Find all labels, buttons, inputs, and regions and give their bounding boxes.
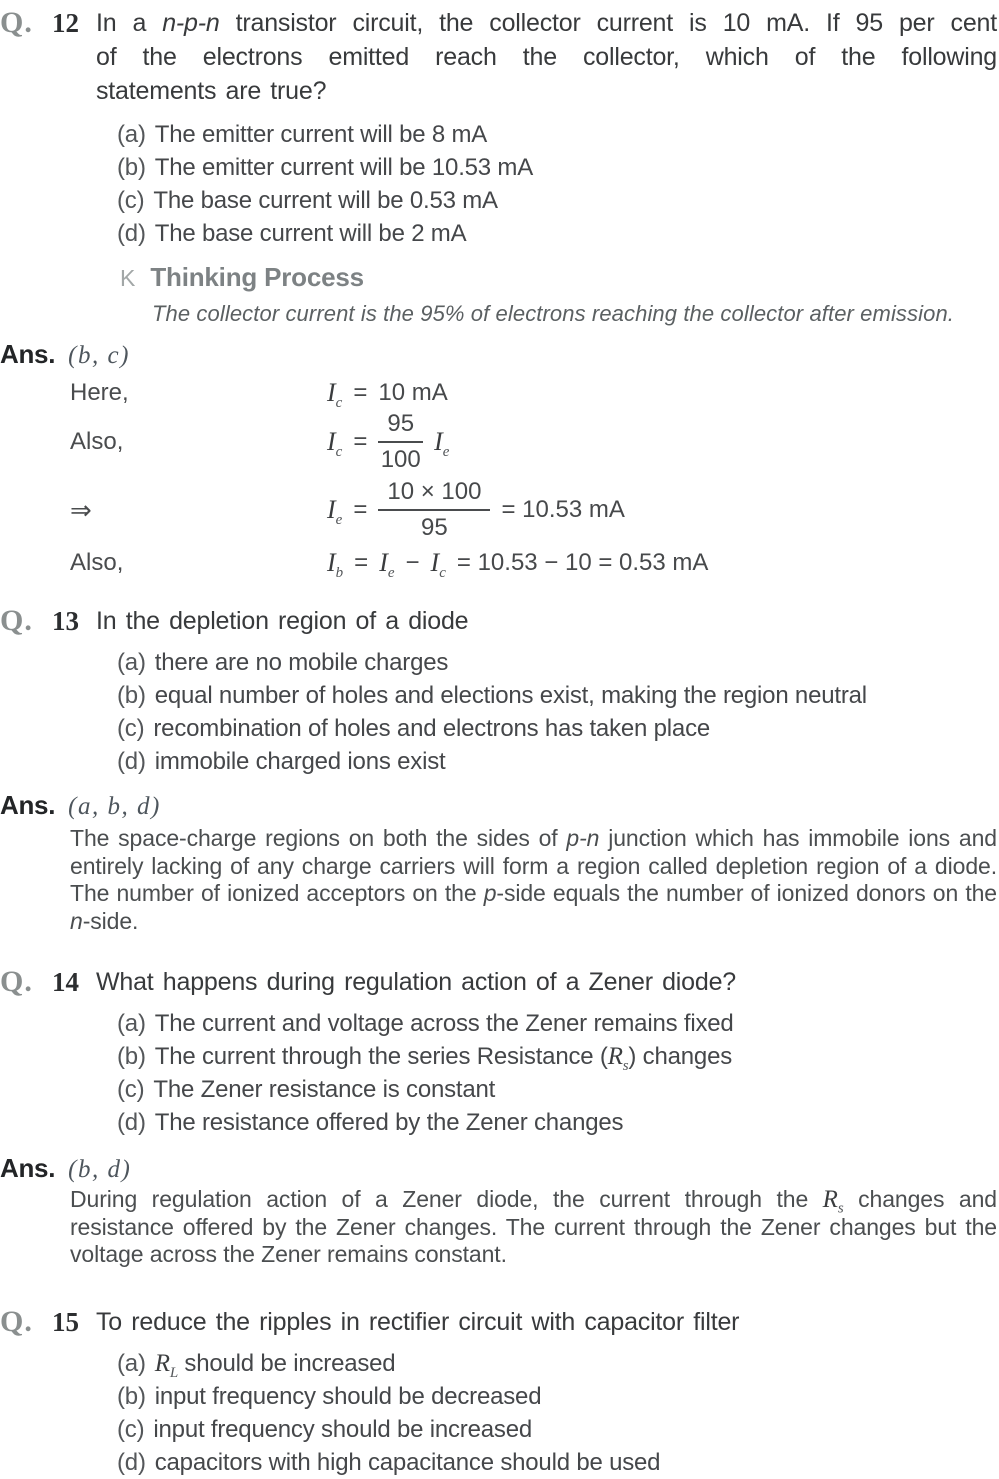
equals-sign: = — [353, 428, 368, 455]
q13-option-d-tag: (d) — [117, 748, 146, 775]
q14-option-c-text: The Zener resistance is constant — [153, 1076, 496, 1103]
q12-option-d — [117, 217, 993, 250]
answer-13-letters: (a, b, d) — [68, 793, 161, 820]
work-row-3 — [70, 478, 999, 542]
fraction-denominator: 100 — [380, 446, 421, 473]
question-14 — [0, 965, 999, 999]
q13-option-b — [117, 679, 993, 712]
answer-14-explanation — [70, 1186, 997, 1269]
q13-option-c-text: recombination of holes and electrons has taken place — [153, 715, 711, 742]
question-14-text — [96, 965, 999, 999]
answer-13-label: Ans. — [0, 790, 56, 820]
var-Ie — [327, 495, 343, 528]
sub-c: c — [335, 443, 343, 460]
q13-option-b-text: equal number of holes and elections exist, making the region neutral — [154, 682, 867, 709]
fraction-denominator: 95 — [421, 514, 448, 541]
question-13-number: 13 — [52, 606, 79, 636]
question-13-text — [96, 604, 999, 638]
q14-option-d — [117, 1106, 993, 1139]
result-10-53-mA: = 10.53 mA — [501, 496, 625, 523]
var-Ie — [434, 427, 450, 460]
var-I: I — [379, 548, 388, 577]
q12-option-c-text: The base current will be 0.53 mA — [153, 187, 498, 214]
q13-option-d-text: immobile charged ions exist — [154, 748, 446, 775]
question-14-line1: What happens during regulation action of a Zener diode? — [96, 968, 736, 996]
answer-13 — [0, 790, 999, 821]
q14-expl-seg1: During regulation action of a Zener diode, the current through the — [70, 1186, 823, 1212]
question-12-text — [96, 6, 999, 108]
work-row-4-equation — [327, 548, 709, 581]
q13-expl-line3 — [70, 880, 997, 908]
q14-option-a — [117, 1007, 993, 1040]
thinking-process-icon: K — [120, 265, 136, 291]
var-I: I — [327, 427, 336, 456]
q15-option-d — [117, 1446, 993, 1479]
q15-option-d-tag: (d) — [117, 1448, 146, 1476]
question-15-text — [96, 1305, 999, 1339]
q13-expl-line1 — [70, 825, 997, 853]
implies-arrow-icon: ⇒ — [70, 494, 92, 525]
var-R: R — [154, 1349, 170, 1377]
fraction-95-100 — [378, 410, 423, 474]
thinking-process-header — [120, 262, 999, 293]
minus-sign: − — [405, 549, 420, 576]
q14-expl-line2: resistance offered by the Zener changes. The current through the Zener changes but the — [70, 1213, 997, 1240]
q14-expl-line1 — [70, 1186, 997, 1217]
question-12-line1 — [96, 6, 997, 40]
q12-option-a-text: The emitter current will be 8 mA — [154, 121, 488, 148]
answer-12 — [0, 339, 999, 370]
var-I: I — [430, 548, 440, 577]
var-I: I — [327, 495, 336, 524]
sub-e: e — [387, 564, 395, 581]
question-13-marker: Q. — [0, 604, 33, 637]
q13-expl-seg3: The number of ionized acceptors on the — [70, 880, 484, 906]
sub-e: e — [335, 511, 343, 528]
fraction-numerator: 10 × 100 — [378, 478, 490, 511]
q13-expl-line2: entirely lacking of any charge carriers will form a region called depletion region of a diode. — [70, 852, 997, 879]
q13-expl-seg5: -side. — [82, 907, 139, 934]
q12-option-b-text: The emitter current will be 10.53 mA — [154, 154, 534, 181]
sub-c: c — [439, 564, 446, 581]
question-15-options — [117, 1347, 993, 1479]
fraction-10x100-95 — [378, 478, 490, 542]
q14-option-b — [117, 1040, 993, 1073]
q14-option-b-tag: (b) — [117, 1043, 146, 1070]
q14-option-a-text: The current and voltage across the Zener remains fixed — [154, 1010, 734, 1037]
question-12 — [0, 6, 999, 108]
q14-option-b-text — [154, 1043, 733, 1074]
var-I: I — [327, 378, 336, 407]
work-row-2 — [70, 410, 999, 474]
q15-option-b-tag: (b) — [117, 1382, 146, 1410]
q12-option-d-tag: (d) — [117, 220, 146, 247]
sub-b: b — [335, 564, 344, 581]
answer-13-explanation — [70, 825, 997, 935]
var-R: R — [607, 1043, 623, 1070]
q13-option-a — [117, 646, 993, 679]
question-13 — [0, 604, 999, 638]
q14-expl-seg2: changes and — [843, 1186, 997, 1212]
question-15-number: 15 — [52, 1306, 79, 1337]
q13-expl-line4 — [70, 908, 997, 936]
question-12-line3: statements are true? — [96, 77, 327, 105]
answer-14 — [0, 1153, 999, 1184]
sub-s: s — [622, 1057, 629, 1074]
value-10mA: 10 mA — [378, 379, 448, 406]
question-13-line1: In the depletion region of a diode — [96, 607, 469, 635]
thinking-process-title: Thinking Process — [150, 262, 364, 292]
question-14-options — [117, 1007, 993, 1139]
question-12-marker: Q. — [0, 6, 33, 39]
q15-option-a — [117, 1347, 993, 1380]
work-row-4 — [70, 548, 999, 581]
var-Ic — [327, 378, 343, 411]
question-13-options — [117, 646, 993, 778]
var-I: I — [434, 427, 443, 456]
q14-option-a-tag: (a) — [117, 1010, 146, 1037]
equals-sign: = — [353, 379, 368, 406]
var-Ic — [430, 548, 446, 581]
q14-expl-line3: voltage across the Zener remains constant. — [70, 1241, 507, 1267]
q13-option-c — [117, 712, 993, 745]
answer-14-letters: (b, d) — [68, 1156, 132, 1183]
answer-12-label: Ans. — [0, 339, 56, 369]
q14-option-d-text: The resistance offered by the Zener changes — [154, 1109, 624, 1136]
q12-heading-npn: n-p-n — [162, 9, 220, 37]
q13-expl-seg1: The space-charge regions on both the sides of — [70, 825, 567, 851]
equals-sign: = — [354, 549, 369, 576]
q12-option-a-tag: (a) — [117, 121, 146, 148]
q12-option-b — [117, 151, 993, 184]
q14-option-b-seg1: The current through the series Resistance ( — [154, 1043, 608, 1070]
q13-option-c-tag: (c) — [117, 715, 145, 742]
answer-12-working — [70, 378, 999, 581]
question-15 — [0, 1305, 999, 1339]
q13-option-a-tag: (a) — [117, 649, 146, 676]
question-12-number: 12 — [52, 8, 79, 38]
q15-option-c-tag: (c) — [117, 1415, 145, 1443]
sub-e: e — [442, 443, 450, 460]
q13-expl-n: n — [70, 907, 83, 934]
q13-option-a-text: there are no mobile charges — [154, 649, 449, 676]
var-R: R — [822, 1186, 838, 1213]
q15-option-d-text: capacitors with high capacitance should be used — [154, 1448, 661, 1476]
var-Ie — [379, 548, 395, 581]
q13-option-d — [117, 745, 993, 778]
q13-option-b-tag: (b) — [117, 682, 146, 709]
q15-option-a-text — [154, 1349, 396, 1381]
sub-s: s — [837, 1200, 844, 1217]
work-row-2-label: Also, — [70, 428, 124, 455]
q14-option-c-tag: (c) — [117, 1076, 145, 1103]
q15-option-c-text: input frequency should be increased — [153, 1415, 532, 1443]
q12-option-c — [117, 184, 993, 217]
fraction-numerator: 95 — [378, 410, 423, 443]
question-14-number: 14 — [52, 967, 79, 997]
work-row-4-label: Also, — [70, 549, 124, 576]
question-15-line1: To reduce the ripples in rectifier circuit with capacitor filter — [96, 1307, 740, 1336]
sub-L: L — [169, 1364, 178, 1381]
equals-sign: = — [353, 496, 368, 523]
q12-option-a — [117, 118, 993, 151]
q14-option-b-seg2: ) changes — [628, 1043, 733, 1070]
q13-expl-seg2: junction which has immobile ions and — [599, 825, 997, 851]
q13-expl-seg4: -side equals the number of ionized donors on the — [496, 880, 997, 906]
q14-option-d-tag: (d) — [117, 1109, 146, 1136]
var-Ib — [327, 548, 344, 581]
question-15-marker: Q. — [0, 1304, 33, 1338]
q13-expl-p: p — [483, 880, 497, 906]
var-Ic — [327, 427, 343, 460]
question-12-line2: of the electrons emitted reach the collector, which of the following — [96, 43, 997, 71]
answer-12-letters: (b, c) — [68, 342, 130, 369]
q13-expl-pn: p-n — [566, 825, 600, 851]
q12-option-c-tag: (c) — [117, 187, 145, 214]
q15-option-a-tag: (a) — [117, 1349, 146, 1377]
var-I: I — [327, 548, 336, 577]
q12-heading-seg2: transistor circuit, the collector current is 10 mA. If 95 per cent — [219, 9, 997, 37]
answer-14-label: Ans. — [0, 1153, 56, 1183]
q12-heading-seg1: In a — [96, 9, 163, 37]
work-row-3-equation — [327, 478, 625, 542]
textbook-page — [0, 6, 999, 1476]
work-row-1-label: Here, — [70, 379, 129, 406]
question-14-marker: Q. — [0, 965, 33, 998]
q15-option-b — [117, 1380, 993, 1413]
sub-c: c — [335, 394, 343, 411]
q12-option-b-tag: (b) — [117, 154, 146, 181]
q14-option-c — [117, 1073, 993, 1106]
result-0-53-mA: = 10.53 − 10 = 0.53 mA — [456, 549, 709, 576]
question-12-options — [117, 118, 993, 250]
work-row-1-equation — [327, 378, 448, 411]
work-row-2-equation — [327, 410, 449, 474]
work-row-1 — [70, 378, 999, 411]
q12-option-d-text: The base current will be 2 mA — [154, 220, 467, 247]
q15-option-a-seg: should be increased — [177, 1349, 396, 1377]
q15-option-b-text: input frequency should be decreased — [154, 1382, 542, 1410]
thinking-process-note: The collector current is the 95% of electrons reaching the collector after emission. — [152, 301, 954, 326]
